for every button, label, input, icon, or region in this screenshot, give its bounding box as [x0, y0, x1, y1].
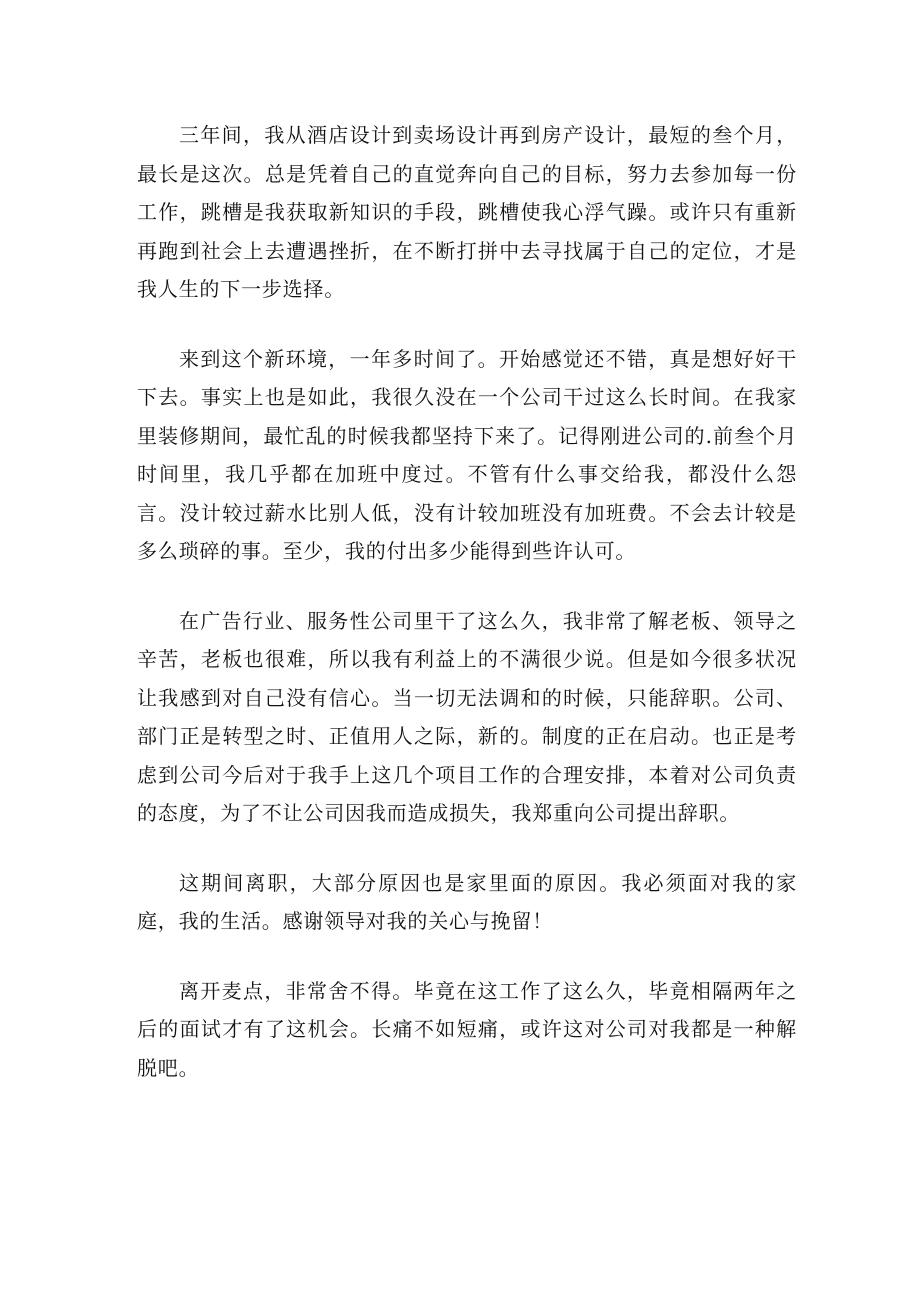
paragraph-5: 离开麦点，非常舍不得。毕竟在这工作了这么久，毕竟相隔两年之后的面试才有了这机会。长痛不如短痛，或许这对公司对我都是一种解脱吧。 [137, 978, 797, 1080]
paragraph-1: 三年间，我从酒店设计到卖场设计再到房产设计，最短的叁个月，最长是这次。总是凭着自己的直觉奔向自己的目标，努力去参加每一份工作，跳槽是我获取新知识的手段，跳槽使我心浮气躁。或许只有重新再跑到社会上去遭遇挫折，在不断打拼中去寻找属于自己的定位，才是我人生的下一步选择。 [137, 123, 797, 301]
paragraph-2: 来到这个新环境，一年多时间了。开始感觉还不错，真是想好好干下去。事实上也是如此，我很久没在一个公司干过这么长时间。在我家里装修期间，最忙乱的时候我都坚持下来了。记得刚进公司的.前叁个月时间里，我几乎都在加班中度过。不管有什么事交给我，都没什么怨言。没计较过薪水比别人低，没有计较加班没有加班费。不会去计较是多么琐碎的事。至少，我的付出多少能得到些许认可。 [137, 346, 797, 563]
paragraph-3: 在广告行业、服务性公司里干了这么久，我非常了解老板、领导之辛苦，老板也很难，所以我有利益上的不满很少说。但是如今很多状况让我感到对自己没有信心。当一切无法调和的时候，只能辞职。公司、部门正是转型之时、正值用人之际，新的。制度的正在启动。也正是考虑到公司今后对于我手上这几个项目工作的合理安排，本着对公司负责的态度，为了不让公司因我而造成损失，我郑重向公司提出辞职。 [137, 608, 797, 825]
paragraph-4: 这期间离职，大部分原因也是家里面的原因。我必须面对我的家庭，我的生活。感谢领导对我的关心与挽留！ [137, 870, 797, 933]
document-body [137, 116, 797, 1118]
